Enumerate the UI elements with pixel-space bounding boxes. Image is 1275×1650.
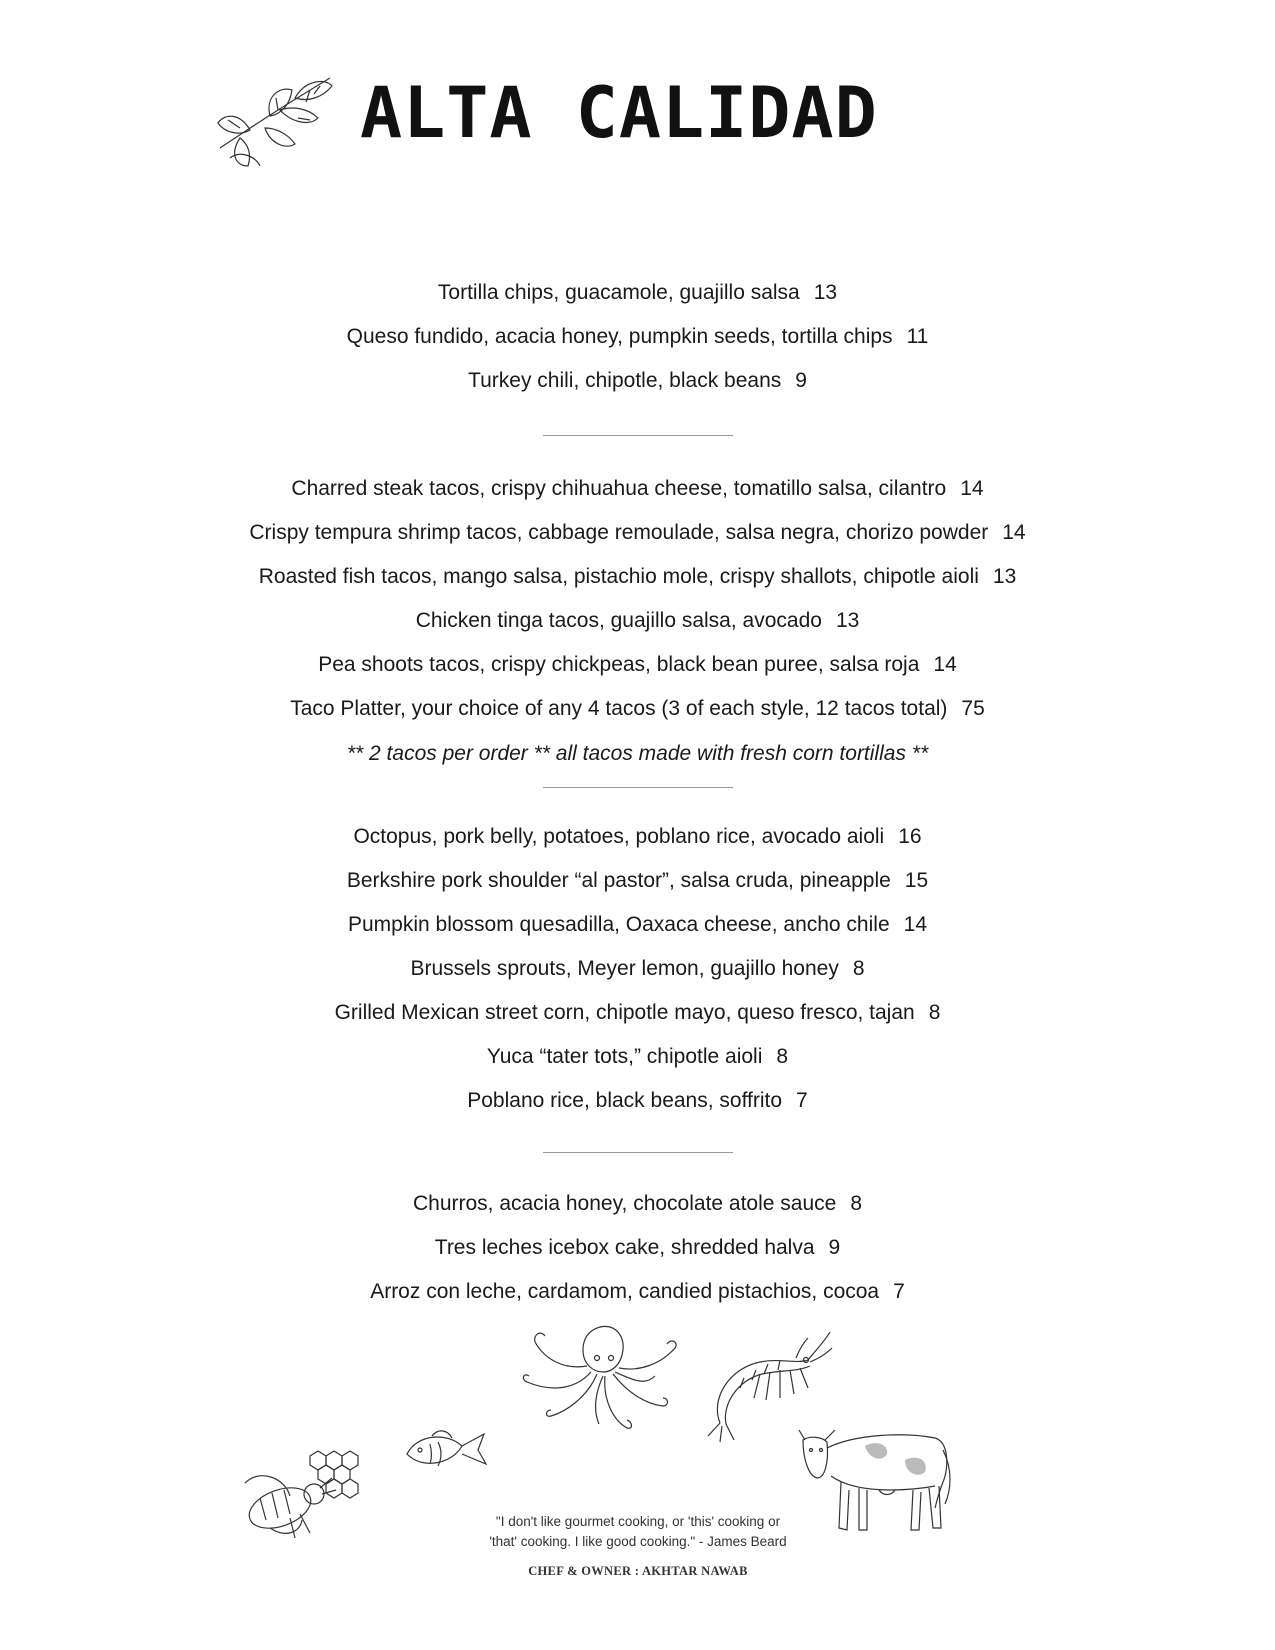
item-name: Arroz con leche, cardamom, candied pistachios, cocoa: [370, 1280, 880, 1303]
item-name: Crispy tempura shrimp tacos, cabbage remoulade, salsa negra, chorizo powder: [249, 521, 989, 544]
item-price: 8: [850, 1192, 863, 1215]
item-name: Grilled Mexican street corn, chipotle mayo, queso fresco, tajan: [334, 1001, 915, 1024]
item-name: Brussels sprouts, Meyer lemon, guajillo honey: [410, 957, 839, 980]
item-price: 13: [835, 609, 860, 632]
item-price: 7: [796, 1089, 808, 1112]
menu-item: [335, 1000, 941, 1025]
item-price: 15: [904, 869, 929, 892]
item-name: Roasted fish tacos, mango salsa, pistachio mole, crispy shallots, chipotle aioli: [258, 565, 979, 588]
item-name: Turkey chili, chipotle, black beans: [468, 369, 782, 392]
item-name: Charred steak tacos, crispy chihuahua cheese, tomatillo salsa, cilantro: [291, 477, 947, 500]
item-price: 14: [960, 477, 984, 500]
item-name: Queso fundido, acacia honey, pumpkin seeds, tortilla chips: [346, 325, 893, 348]
menu-section-starters: [0, 280, 1275, 393]
item-price: 9: [828, 1236, 841, 1259]
chef-credit: CHEF & OWNER : AKHTAR NAWAB: [528, 1564, 748, 1578]
item-price: 11: [906, 325, 929, 348]
quote-line: 'that' cooking. I like good cooking." - James Beard: [489, 1534, 787, 1549]
octopus-icon: [515, 1320, 690, 1435]
menu-item: [348, 912, 927, 937]
bee-honeycomb-icon: [240, 1438, 375, 1548]
restaurant-title: ALTA CALIDAD: [360, 72, 878, 154]
item-name: Octopus, pork belly, potatoes, poblano rice, avocado aioli: [353, 825, 885, 848]
menu-section-desserts: [0, 1191, 1275, 1304]
item-name: Yuca “tater tots,” chipotle aioli: [486, 1045, 763, 1068]
chef-quote: [468, 1512, 808, 1552]
taco-note: ** 2 tacos per order ** all tacos made with fresh corn tortillas **: [346, 742, 929, 765]
menu-item: [347, 868, 928, 893]
menu-section-tacos: [0, 476, 1275, 766]
item-name: Poblano rice, black beans, soffrito: [467, 1089, 783, 1112]
menu-item: [487, 1044, 788, 1069]
item-price: 75: [961, 697, 985, 720]
menu-item: [249, 520, 1025, 545]
item-price: 8: [776, 1045, 789, 1068]
section-divider: [543, 435, 733, 436]
item-name: Taco Platter, your choice of any 4 tacos (3 of each style, 12 tacos total): [290, 697, 948, 720]
item-price: 13: [813, 281, 838, 304]
menu-item: [347, 324, 929, 349]
cow-icon: [795, 1420, 955, 1550]
item-name: Pea shoots tacos, crispy chickpeas, black bean puree, salsa roja: [318, 653, 920, 676]
menu-item: [467, 1088, 807, 1113]
quote-line: "I don't like gourmet cooking, or 'this' cooking or: [495, 1514, 781, 1529]
item-name: Berkshire pork shoulder “al pastor”, salsa cruda, pineapple: [346, 869, 891, 892]
section-divider: [543, 1152, 733, 1153]
item-price: 16: [898, 825, 922, 848]
item-price: 13: [992, 565, 1017, 588]
menu-item: [353, 824, 921, 849]
menu-item: [468, 368, 807, 393]
menu-item: [435, 1235, 840, 1260]
item-name: Tortilla chips, guacamole, guajillo salsa: [437, 281, 800, 304]
menu-item: [413, 1191, 862, 1216]
item-price: 14: [1002, 521, 1026, 544]
menu-item: [259, 564, 1017, 589]
menu-item: [438, 280, 837, 305]
menu-header: [210, 68, 910, 178]
menu-section-mains: [0, 824, 1275, 1113]
menu-item: [291, 476, 983, 501]
leaf-branch-icon: [210, 68, 360, 173]
item-price: 14: [903, 913, 927, 936]
menu-item: [318, 652, 957, 677]
item-price: 8: [852, 957, 865, 980]
item-price: 14: [933, 653, 957, 676]
menu-item: [290, 696, 985, 721]
menu-item: [410, 956, 864, 981]
item-name: Tres leches icebox cake, shredded halva: [434, 1236, 815, 1259]
item-price: 7: [893, 1280, 905, 1303]
item-price: 9: [795, 369, 807, 392]
item-name: Pumpkin blossom quesadilla, Oaxaca cheese, ancho chile: [347, 913, 890, 936]
menu-item: [416, 608, 860, 633]
item-name: Chicken tinga tacos, guajillo salsa, avocado: [415, 609, 822, 632]
fish-icon: [402, 1424, 492, 1476]
menu-item: [370, 1279, 905, 1304]
item-price: 8: [928, 1001, 941, 1024]
menu-footer: [240, 1388, 1000, 1598]
item-name: Churros, acacia honey, chocolate atole sauce: [412, 1192, 837, 1215]
menu-body: [0, 280, 1275, 1304]
section-divider: [543, 787, 733, 788]
